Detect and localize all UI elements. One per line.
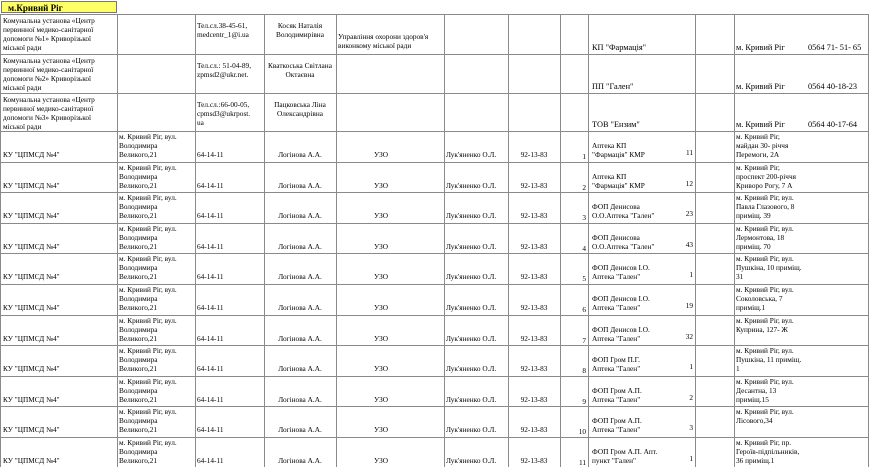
pharmacy-cell: ФОП Гром А.П. Аптека "Гален" bbox=[592, 416, 642, 434]
contact-cell: Лук'яненко О.Л. bbox=[446, 395, 497, 404]
head-cell: Логінова А.А. bbox=[278, 272, 322, 281]
pharmacy-cell: ФОП Денисова О.О.Аптека "Гален" bbox=[592, 233, 655, 251]
contact-tel-cell: 92-13-83 bbox=[520, 303, 548, 312]
head-cell: Пацковська Ліна Олександрівна bbox=[274, 100, 326, 118]
column-divider bbox=[695, 14, 696, 467]
column-divider bbox=[588, 14, 589, 467]
org-cell: КУ "ЦПМСД №4" bbox=[3, 211, 60, 220]
head-cell: Логінова А.А. bbox=[278, 211, 322, 220]
org-cell: КУ "ЦПМСД №4" bbox=[3, 395, 60, 404]
phone-cell: 0564 71- 51- 65 bbox=[808, 43, 862, 52]
pharmacy-cell: ТОВ "Ензим" bbox=[592, 120, 640, 129]
institution-cell: Комунальна установа «Центр первинної медико-санітарної допомоги №2» Криворізької міської ради bbox=[3, 56, 95, 92]
pharmacy-cell: КП "Фармація" bbox=[592, 43, 647, 52]
column-divider bbox=[734, 14, 735, 467]
contact-cell: Лук'яненко О.Л. bbox=[446, 150, 497, 159]
pharmacy-number-cell: 32 bbox=[685, 332, 693, 341]
head-cell: Логінова А.А. bbox=[278, 334, 322, 343]
dept-cell: Управління охорони здоров'я виконкому міської ради bbox=[338, 32, 429, 50]
pharmacy-address-cell: м. Кривий Ріг, вул. Павла Глазового, 8 приміщ. 39 bbox=[736, 193, 795, 220]
org-cell: КУ "ЦПМСД №4" bbox=[3, 334, 60, 343]
pharmacy-cell: ФОП Гром А.П. Апт. пункт "Гален" bbox=[592, 447, 658, 465]
contact-cell: Лук'яненко О.Л. bbox=[446, 303, 497, 312]
address-cell: м. Кривий Ріг, вул. Володимира Великого,21 bbox=[119, 377, 177, 404]
pharmacy-number-cell: 3 bbox=[689, 423, 693, 432]
org-cell: КУ "ЦПМСД №4" bbox=[3, 425, 60, 434]
dept-cell: УЗО bbox=[374, 303, 388, 312]
row-divider bbox=[0, 93, 869, 94]
pharmacy-cell: ФОП Денисов І.О. Аптека "Гален" bbox=[592, 263, 650, 281]
address-cell: м. Кривий Ріг, вул. Володимира Великого,21 bbox=[119, 346, 177, 373]
tel-cell: 64-14-11 bbox=[197, 303, 224, 312]
pharmacy-number-cell: 1 bbox=[689, 362, 693, 371]
tel-cell: 64-14-11 bbox=[197, 364, 224, 373]
pharmacy-address-cell: м. Кривий Ріг, вул. Соколовська, 7 приміщ.1 bbox=[736, 285, 794, 312]
pharmacy-number-cell: 23 bbox=[685, 209, 693, 218]
tel-cell: 64-14-11 bbox=[197, 242, 224, 251]
contact-tel-cell: 92-13-83 bbox=[520, 334, 548, 343]
head-cell: Логінова А.А. bbox=[278, 364, 322, 373]
pharmacy-address-cell: м. Кривий Ріг, вул. Куприна, 127- Ж bbox=[736, 316, 794, 334]
pharmacy-number-cell: 1 bbox=[689, 270, 693, 279]
number-cell: 5 bbox=[582, 274, 586, 283]
number-cell: 8 bbox=[582, 366, 586, 375]
head-cell: Логінова А.А. bbox=[278, 181, 322, 190]
phone-cell: 0564 40-17-64 bbox=[808, 120, 858, 129]
contact-tel-cell: 92-13-83 bbox=[520, 425, 548, 434]
pharmacy-cell: ФОП Гром А.П. Аптека "Гален" bbox=[592, 386, 642, 404]
pharmacy-number-cell: 11 bbox=[685, 148, 693, 157]
column-divider bbox=[117, 14, 118, 467]
tel-cell: 64-14-11 bbox=[197, 395, 224, 404]
column-divider bbox=[336, 14, 337, 467]
institution-cell: Комунальна установа «Центр первинної медико-санітарної допомоги №3» Криворізької міської ради bbox=[3, 95, 95, 131]
dept-cell: УЗО bbox=[374, 181, 388, 190]
address-cell: м. Кривий Ріг, вул. Володимира Великого,21 bbox=[119, 254, 177, 281]
column-divider bbox=[0, 14, 1, 467]
number-cell: 11 bbox=[578, 458, 586, 467]
tel-cell: 64-14-11 bbox=[197, 211, 224, 220]
head-cell: Логінова А.А. bbox=[278, 456, 322, 465]
address-cell: м. Кривий Ріг, вул. Володимира Великого,21 bbox=[119, 132, 177, 159]
number-cell: 4 bbox=[582, 244, 586, 253]
row-divider bbox=[0, 14, 869, 15]
org-cell: КУ "ЦПМСД №4" bbox=[3, 181, 60, 190]
dept-cell: УЗО bbox=[374, 272, 388, 281]
head-cell: Логінова А.А. bbox=[278, 150, 322, 159]
pharmacy-number-cell: 12 bbox=[685, 179, 693, 188]
contacts-cell: Тел.сл.:66-00-05, cpmsd3@ukrpost. ua bbox=[197, 100, 251, 127]
contact-cell: Лук'яненко О.Л. bbox=[446, 425, 497, 434]
pharmacy-cell: ФОП Денисова О.О.Аптека "Гален" bbox=[592, 202, 655, 220]
number-cell: 3 bbox=[582, 213, 586, 222]
contact-tel-cell: 92-13-83 bbox=[520, 272, 548, 281]
address-cell: м. Кривий Ріг, вул. Володимира Великого,21 bbox=[119, 285, 177, 312]
sheet-title: м.Кривий Ріг bbox=[1, 1, 117, 13]
head-cell: Косяк Наталія Володимирівна bbox=[276, 21, 324, 39]
tel-cell: 64-14-11 bbox=[197, 150, 224, 159]
pharmacy-address-cell: м. Кривий Ріг, вул. Пушкіна, 11 приміщ. 1 bbox=[736, 346, 802, 373]
pharmacy-number-cell: 43 bbox=[685, 240, 693, 249]
column-divider bbox=[508, 14, 509, 467]
number-cell: 10 bbox=[578, 427, 586, 436]
number-cell: 1 bbox=[582, 152, 586, 161]
tel-cell: 64-14-11 bbox=[197, 272, 224, 281]
city-cell: м. Кривий Ріг bbox=[736, 82, 785, 91]
pharmacy-address-cell: м. Кривий Ріг, вул. Пушкіна, 10 приміщ. 31 bbox=[736, 254, 802, 281]
pharmacy-address-cell: м. Кривий Ріг, проспект 200-річчя Криворо Рогу, 7 А bbox=[736, 163, 796, 190]
contact-cell: Лук'яненко О.Л. bbox=[446, 456, 497, 465]
dept-cell: УЗО bbox=[374, 334, 388, 343]
dept-cell: УЗО bbox=[374, 242, 388, 251]
org-cell: КУ "ЦПМСД №4" bbox=[3, 242, 60, 251]
pharmacy-number-cell: 2 bbox=[689, 393, 693, 402]
address-cell: м. Кривий Ріг, вул. Володимира Великого,21 bbox=[119, 438, 177, 465]
pharmacy-cell: Аптека КП "Фармація" КМР bbox=[592, 141, 645, 159]
contact-tel-cell: 92-13-83 bbox=[520, 211, 548, 220]
tel-cell: 64-14-11 bbox=[197, 456, 224, 465]
column-divider bbox=[195, 14, 196, 467]
contact-tel-cell: 92-13-83 bbox=[520, 364, 548, 373]
pharmacy-address-cell: м. Кривий Ріг, вул. Десантна, 13 приміщ.15 bbox=[736, 377, 794, 404]
address-cell: м. Кривий Ріг, вул. Володимира Великого,21 bbox=[119, 193, 177, 220]
dept-cell: УЗО bbox=[374, 150, 388, 159]
dept-cell: УЗО bbox=[374, 211, 388, 220]
number-cell: 9 bbox=[582, 397, 586, 406]
contact-tel-cell: 92-13-83 bbox=[520, 181, 548, 190]
contact-tel-cell: 92-13-83 bbox=[520, 150, 548, 159]
org-cell: КУ "ЦПМСД №4" bbox=[3, 303, 60, 312]
contact-tel-cell: 92-13-83 bbox=[520, 242, 548, 251]
contact-cell: Лук'яненко О.Л. bbox=[446, 242, 497, 251]
address-cell: м. Кривий Ріг, вул. Володимира Великого,21 bbox=[119, 224, 177, 251]
dept-cell: УЗО bbox=[374, 425, 388, 434]
dept-cell: УЗО bbox=[374, 395, 388, 404]
tel-cell: 64-14-11 bbox=[197, 425, 224, 434]
city-cell: м. Кривий Ріг bbox=[736, 120, 785, 129]
pharmacy-address-cell: м. Кривий Ріг, майдан 30- річчя Перемоги, 2А bbox=[736, 132, 789, 159]
contact-tel-cell: 92-13-83 bbox=[520, 395, 548, 404]
pharmacy-cell: ФОП Денисов І.О. Аптека "Гален" bbox=[592, 294, 650, 312]
pharmacy-number-cell: 1 bbox=[689, 454, 693, 463]
org-cell: КУ "ЦПМСД №4" bbox=[3, 272, 60, 281]
contact-cell: Лук'яненко О.Л. bbox=[446, 334, 497, 343]
address-cell: м. Кривий Ріг, вул. Володимира Великого,21 bbox=[119, 316, 177, 343]
head-cell: Кваткоська Світлана Октаєвна bbox=[268, 61, 332, 79]
address-cell: м. Кривий Ріг, вул. Володимира Великого,21 bbox=[119, 163, 177, 190]
dept-cell: УЗО bbox=[374, 364, 388, 373]
contact-cell: Лук'яненко О.Л. bbox=[446, 364, 497, 373]
address-cell: м. Кривий Ріг, вул. Володимира Великого,21 bbox=[119, 407, 177, 434]
head-cell: Логінова А.А. bbox=[278, 303, 322, 312]
head-cell: Логінова А.А. bbox=[278, 425, 322, 434]
pharmacy-cell: Аптека КП "Фармація" КМР bbox=[592, 172, 645, 190]
contacts-cell: Тел.сл.: 51-04-89, zpmsd2@ukr.net. bbox=[197, 61, 252, 79]
pharmacy-cell: ФОП Гром П.Г. Аптека "Гален" bbox=[592, 355, 641, 373]
row-divider bbox=[0, 54, 869, 55]
column-divider bbox=[264, 14, 265, 467]
contact-cell: Лук'яненко О.Л. bbox=[446, 272, 497, 281]
head-cell: Логінова А.А. bbox=[278, 395, 322, 404]
org-cell: КУ "ЦПМСД №4" bbox=[3, 150, 60, 159]
contact-cell: Лук'яненко О.Л. bbox=[446, 211, 497, 220]
org-cell: КУ "ЦПМСД №4" bbox=[3, 456, 60, 465]
pharmacy-cell: ПП "Гален" bbox=[592, 82, 634, 91]
contacts-cell: Тел.сл.38-45-61, medcentr_1@i.ua bbox=[197, 21, 249, 39]
pharmacy-address-cell: м. Кривий Ріг, вул. Лермонтова, 18 приміщ. 70 bbox=[736, 224, 794, 251]
number-cell: 6 bbox=[582, 305, 586, 314]
dept-cell: УЗО bbox=[374, 456, 388, 465]
tel-cell: 64-14-11 bbox=[197, 181, 224, 190]
institution-cell: Комунальна установа «Центр первинної медико-санітарної допомоги №1» Криворізької міської ради bbox=[3, 16, 95, 52]
head-cell: Логінова А.А. bbox=[278, 242, 322, 251]
pharmacy-cell: ФОП Денисов І.О. Аптека "Гален" bbox=[592, 325, 650, 343]
org-cell: КУ "ЦПМСД №4" bbox=[3, 364, 60, 373]
contact-tel-cell: 92-13-83 bbox=[520, 456, 548, 465]
tel-cell: 64-14-11 bbox=[197, 334, 224, 343]
pharmacy-number-cell: 19 bbox=[685, 301, 693, 310]
number-cell: 2 bbox=[582, 183, 586, 192]
city-cell: м. Кривий Ріг bbox=[736, 43, 785, 52]
pharmacy-address-cell: м. Кривий Ріг, пр. Героїв-підпільників, 36 приміщ.1 bbox=[736, 438, 800, 465]
pharmacy-address-cell: м. Кривий Ріг, вул. Лісового,34 bbox=[736, 407, 794, 425]
phone-cell: 0564 40-18-23 bbox=[808, 82, 858, 91]
column-divider bbox=[444, 14, 445, 467]
number-cell: 7 bbox=[582, 336, 586, 345]
contact-cell: Лук'яненко О.Л. bbox=[446, 181, 497, 190]
